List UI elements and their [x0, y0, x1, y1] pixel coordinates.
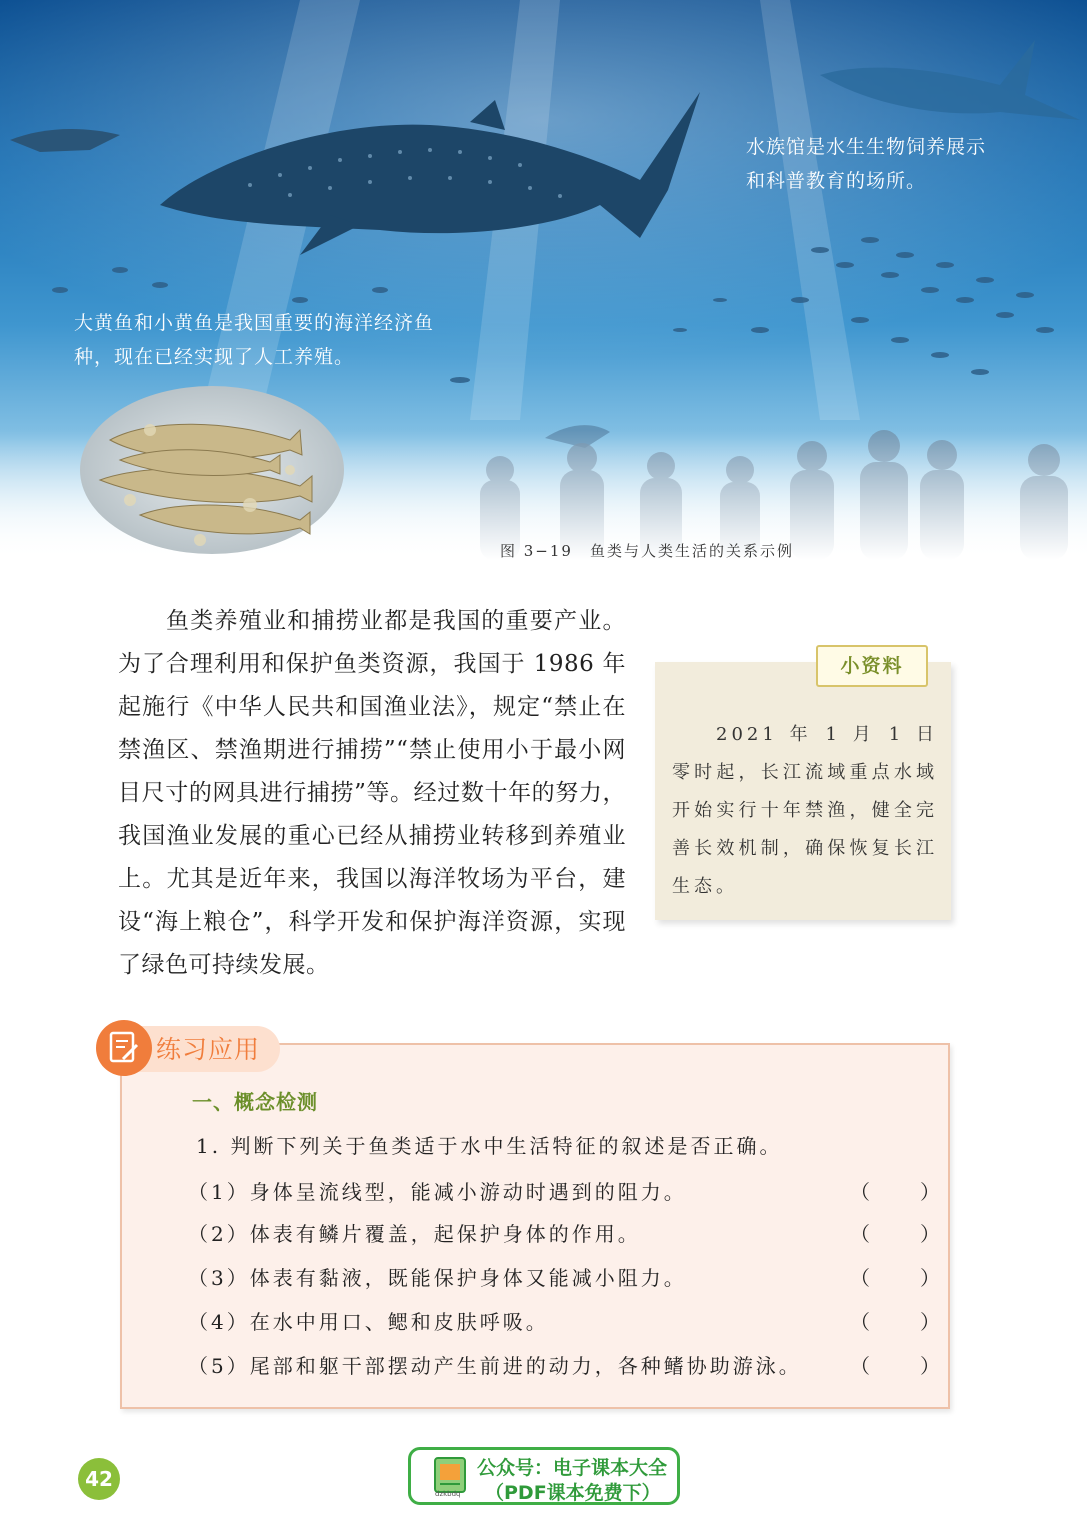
watermark-line2: （PDF课本免费下）	[485, 1482, 661, 1504]
exercise-question: 1. 判断下列关于鱼类适于水中生活特征的叙述是否正确。	[196, 1134, 783, 1158]
exercise-item	[188, 1306, 943, 1336]
answer-blank-open[interactable]: （	[850, 1222, 873, 1246]
exercise-item-text: （1）身体呈流线型，能减小游动时遇到的阻力。	[188, 1180, 687, 1204]
figure-caption: 图 3−19 鱼类与人类生活的关系示例	[500, 542, 794, 560]
watermark-line1: 公众号：电子课本大全	[477, 1457, 668, 1479]
yellow-croaker-photo	[80, 386, 344, 554]
aquarium-caption: 水族馆是水生生物饲养展示和科普教育的场所。	[746, 136, 987, 192]
answer-blank-open[interactable]: （	[850, 1266, 873, 1290]
watermark-small-text: dzkbdq	[435, 1490, 461, 1498]
exercise-title: 练习应用	[156, 1035, 261, 1064]
page-number: 42	[78, 1458, 120, 1500]
answer-blank-close: ）	[920, 1354, 943, 1378]
answer-blank-close: ）	[920, 1222, 943, 1246]
main-paragraph	[118, 600, 626, 987]
exercise-item	[188, 1218, 943, 1248]
exercise-section-heading: 一、概念检测	[192, 1090, 318, 1114]
answer-blank-open[interactable]: （	[850, 1354, 873, 1378]
exercise-item-text: （5）尾部和躯干部摆动产生前进的动力，各种鳍协助游泳。	[188, 1354, 802, 1378]
answer-blank-close: ）	[920, 1310, 943, 1334]
document-pencil-icon	[109, 1031, 139, 1065]
paragraph-text: 鱼类养殖业和捕捞业都是我国的重要产业。为了合理利用和保护鱼类资源，我国于 1986 年起施行《中华人民共和国渔业法》，规定“禁止在禁渔区、禁渔期进行捕捞”“禁止使用小于最小网目尺寸的网具进行捕捞”等。经过数十年的努力，我国渔业发展的重心已经从捕捞业转移到养殖业上。尤其是近年来，我国以海洋牧场为平台，建设“海上粮仓”，科学开发和保护海洋资源，实现了绿色可持续发展。	[118, 608, 626, 978]
answer-blank-open[interactable]: （	[850, 1180, 873, 1204]
info-note-body: 2021 年 1 月 1 日零时起，长江流域重点水域开始实行十年禁渔，健全完善长效机制，确保恢复长江生态。	[672, 724, 938, 897]
exercise-item-text: （4）在水中用口、鳃和皮肤呼吸。	[188, 1310, 549, 1334]
exercise-item	[188, 1262, 943, 1292]
yellow-croaker-caption: 大黄鱼和小黄鱼是我国重要的海洋经济鱼种，现在已经实现了人工养殖。	[74, 312, 435, 368]
info-note-title: 小资料	[816, 645, 928, 687]
aquarium-illustration	[0, 0, 1087, 560]
exercise-item	[188, 1176, 943, 1206]
info-note-text	[672, 716, 938, 906]
answer-blank-close: ）	[920, 1180, 943, 1204]
aquarium-photo	[0, 0, 1087, 560]
answer-blank-open[interactable]: （	[850, 1310, 873, 1334]
answer-blank-close: ）	[920, 1266, 943, 1290]
exercise-icon	[96, 1020, 152, 1076]
exercise-item	[188, 1350, 943, 1380]
exercise-item-text: （2）体表有鳞片覆盖，起保护身体的作用。	[188, 1222, 641, 1246]
exercise-item-text: （3）体表有黏液，既能保护身体又能减小阻力。	[188, 1266, 687, 1290]
watermark-badge	[408, 1447, 680, 1505]
